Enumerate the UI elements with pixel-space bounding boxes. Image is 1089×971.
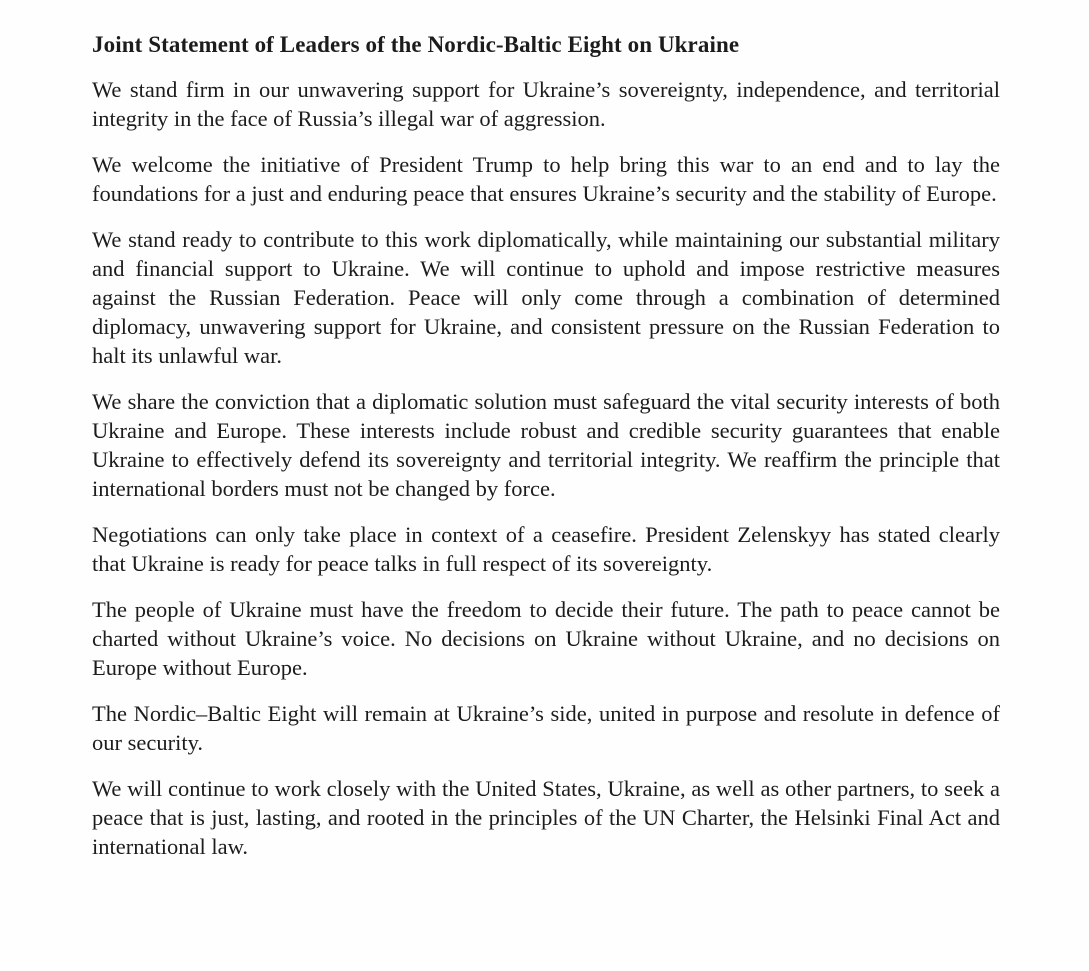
document-title: Joint Statement of Leaders of the Nordic-Baltic Eight on Ukraine — [92, 32, 740, 57]
paragraph-remain-at-side: The Nordic–Baltic Eight will remain at Ukraine’s side, united in purpose and resolute in defence of our security. — [92, 701, 1000, 755]
paragraph-freedom-to-decide: The people of Ukraine must have the freedom to decide their future. The path to peace cannot be charted without Ukraine’s voice. No decisions on Ukraine without Ukraine, and no decisions on Europe without Europe. — [92, 597, 1000, 680]
paragraph-negotiations-ceasefire: Negotiations can only take place in context of a ceasefire. President Zelenskyy has stated clearly that Ukraine is ready for peace talks in full respect of its sovereignty. — [92, 522, 1000, 576]
paragraph-work-with-partners: We will continue to work closely with the United States, Ukraine, as well as other partners, to seek a peace that is just, lasting, and rooted in the principles of the UN Charter, the Helsinki Final Act and international law. — [92, 776, 1000, 859]
paragraph-welcome-initiative: We welcome the initiative of President Trump to help bring this war to an end and to lay the foundations for a just and enduring peace that ensures Ukraine’s security and the stability of Europe. — [92, 152, 1000, 206]
paragraph-support-sovereignty: We stand firm in our unwavering support for Ukraine’s sovereignty, independence, and territorial integrity in the face of Russia’s illegal war of aggression. — [92, 77, 1000, 131]
paragraph-contribute-diplomatically: We stand ready to contribute to this work diplomatically, while maintaining our substantial military and financial support to Ukraine. We will continue to uphold and impose restrictive measures against the Russian Federation. Peace will only come through a combination of determined diplomacy, unwavering support for Ukraine, and consistent pressure on the Russian Federation to halt its unlawful war. — [92, 227, 1000, 368]
paragraph-diplomatic-solution: We share the conviction that a diplomatic solution must safeguard the vital security interests of both Ukraine and Europe. These interests include robust and credible security guarantees that enable Ukraine to effectively defend its sovereignty and territorial integrity. We reaffirm the principle that international borders must not be changed by force. — [92, 389, 1000, 501]
